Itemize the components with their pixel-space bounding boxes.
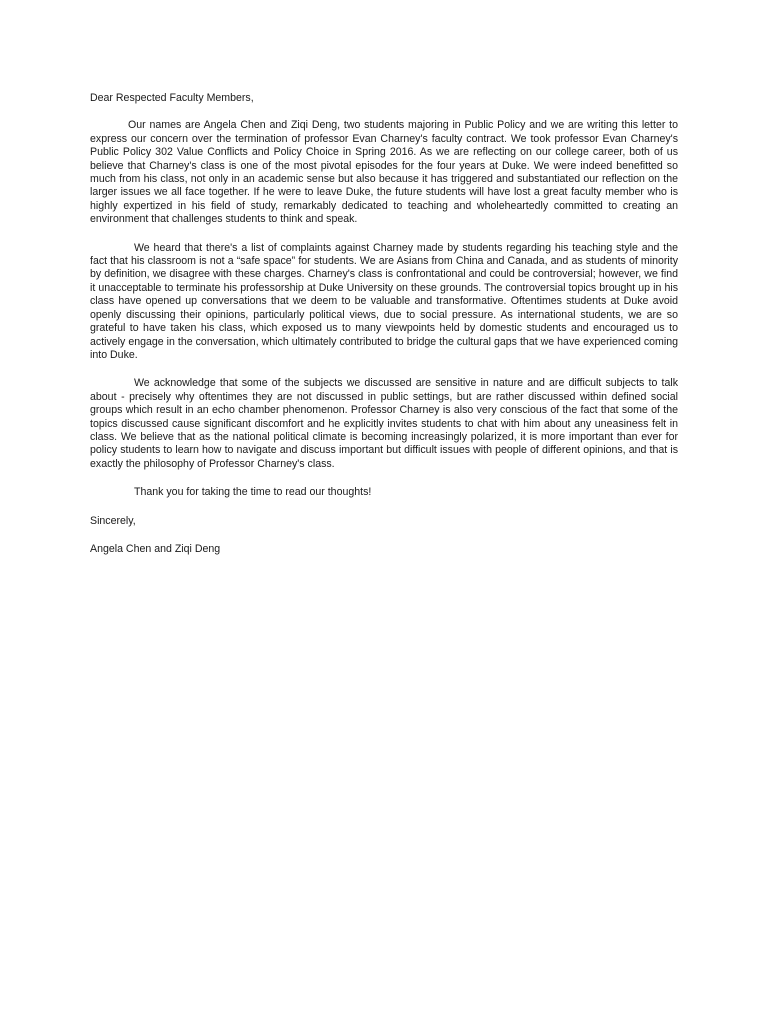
letter-closing: Sincerely, <box>90 514 136 527</box>
letter-signature: Angela Chen and Ziqi Deng <box>90 542 221 555</box>
letter-paragraph-acknowledgement: We acknowledge that some of the subjects we discussed are sensitive in nature and are difficult subjects to talk about - precisely why oftentimes they are not discussed in public settings, but are rather discussed within defined social groups which result in an echo chamber phenomenon. Professor Charney is also very conscious of the fact that some of the topics discussed cause significant discomfort and he explicitly invites students to chat with him about any uneasiness felt in class. We believe that as the national political climate is becoming increasingly polarized, it is more important than ever for policy students to learn how to navigate and discuss important but difficult issues with people of different opinions, and that is exactly the philosophy of Professor Charney's class. <box>90 377 678 470</box>
letter-paragraph-complaints: We heard that there's a list of complaints against Charney made by students regarding his teaching style and the fact that his classroom is not a “safe space” for students. We are Asians from China and Canada, and as students of minority by definition, we disagree with these charges. Charney's class is confrontational and could be controversial; however, we find it unacceptable to terminate his professorship at Duke University on these grounds. The controversial topics brought up in his class have opened up conversations that we deem to be valuable and transformative. Oftentimes students at Duke avoid openly discussing their opinions, particularly political views, due to social pressure. As international students, we are so grateful to have taken his class, which exposed us to many viewpoints held by domestic students and encouraged us to actively engage in the conversation, which ultimately contributed to bridge the cultural gaps that we have experienced coming into Duke. <box>90 241 678 361</box>
letter-paragraph-intro: Our names are Angela Chen and Ziqi Deng, two students majoring in Public Policy and we are writing this letter to express our concern over the termination of professor Evan Charney's faculty contract. We took professor Evan Charney's Public Policy 302 Value Conflicts and Policy Choice in Spring 2016. As we are reflecting on our college career, both of us believe that Charney's class is one of the most pivotal episodes for the four years at Duke. We were indeed benefitted so much from his class, not only in an academic sense but also because it has triggered and substantiated our reflection on the larger issues we all face together. If he were to leave Duke, the future students will have lost a great faculty member who is highly expertized in his field of study, remarkably dedicated to teaching and wholeheartedly committed to creating an environment that challenges students to think and speak. <box>90 119 678 226</box>
letter-salutation: Dear Respected Faculty Members, <box>90 92 254 104</box>
letter-thanks: Thank you for taking the time to read our thoughts! <box>134 486 372 499</box>
letter-page <box>90 92 678 556</box>
